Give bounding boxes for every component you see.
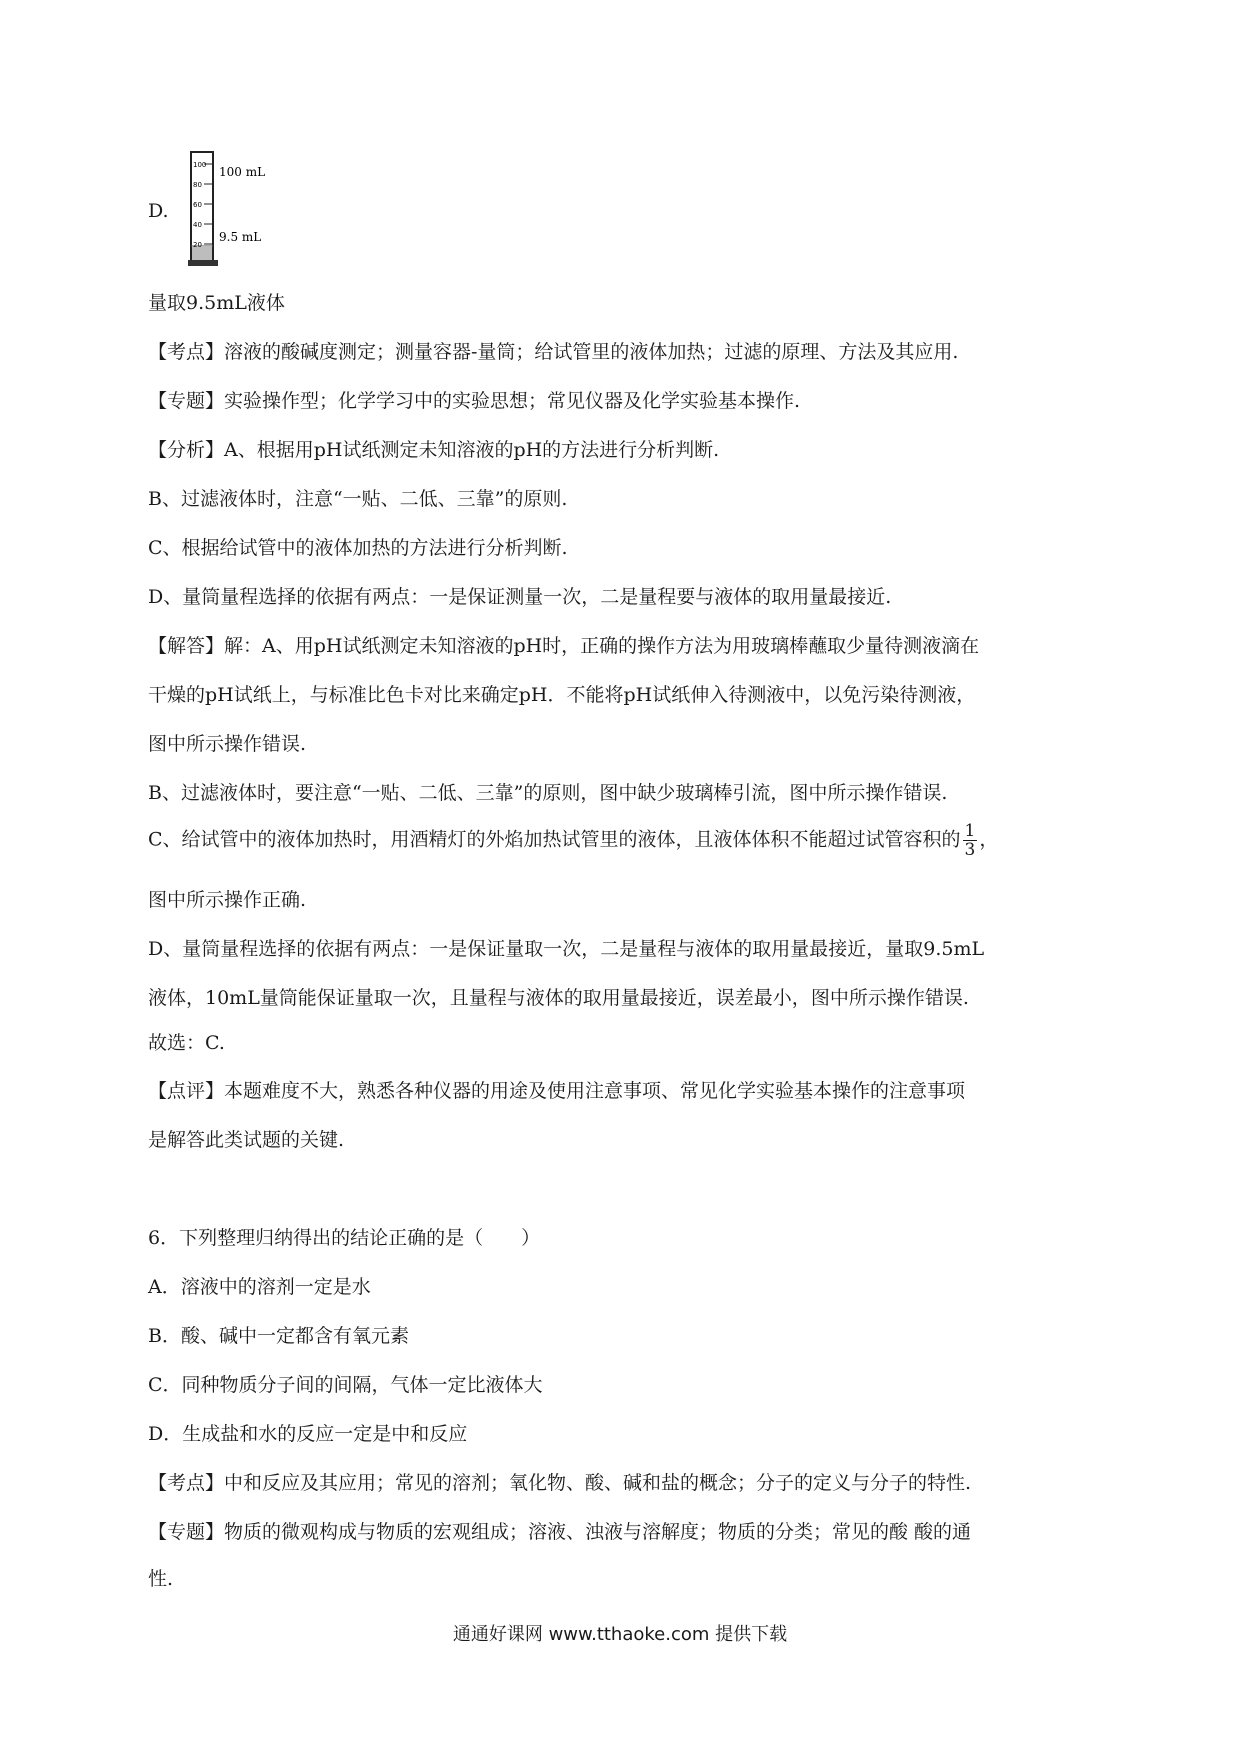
q6-kaodian: 【考点】中和反应及其应用；常见的溶剂；氧化物、酸、碱和盐的概念；分子的定义与分子的特性. [148,1472,972,1494]
q5-jieda-d-line1: D、量筒量程选择的依据有两点：一是保证量取一次，二是量程与液体的取用量最接近，量取9.5mL [148,938,985,960]
q5-jieda-d-line2: 液体，10mL量筒能保证量取一次，且量程与液体的取用量最接近，误差最小，图中所示操作错误. [148,987,969,1009]
q6-option-a: A．溶液中的溶剂一定是水 [148,1276,371,1298]
q5-dianping-line2: 是解答此类试题的关键. [148,1129,345,1151]
q5-fenxi-d: D、量筒量程选择的依据有两点：一是保证测量一次，二是量程要与液体的取用量最接近. [148,586,892,608]
q5-fenxi: 【分析】A、根据用pH试纸测定未知溶液的pH的方法进行分析判断. [148,439,720,461]
q5-jieda-c-line2: 图中所示操作正确. [148,889,307,911]
q5-jieda-c-line1 [148,822,998,859]
option-d-caption: 量取9.5mL液体 [148,292,285,314]
q6-option-d: D．生成盐和水的反应一定是中和反应 [148,1423,468,1445]
scale-mark-100: 100 [193,161,207,169]
page-footer: 通通好课网 www.tthaoke.com 提供下载 [452,1624,788,1645]
option-d-label: D. [148,200,169,222]
q5-jieda-c-text: C、给试管中的液体加热时，用酒精灯的外焰加热试管里的液体，且液体体积不能超过试管容积的 [148,828,961,851]
q6-zhuanti-line1: 【专题】物质的微观构成与物质的宏观组成；溶液、浊液与溶解度；物质的分类；常见的酸 酸的通 [148,1521,972,1543]
q5-kaodian: 【考点】溶液的酸碱度测定；测量容器-量筒；给试管里的液体加热；过滤的原理、方法及其应用. [148,341,959,363]
cylinder-reading-label: 9.5 mL [219,230,262,244]
q6-zhuanti-line2: 性. [148,1568,174,1590]
scale-mark-20: 20 [193,241,202,249]
q5-fenxi-b: B、过滤液体时，注意“一贴、二低、三靠”的原则. [148,488,568,510]
q6-stem: 6．下列整理归纳得出的结论正确的是（ ） [148,1227,541,1249]
cylinder-capacity-label: 100 mL [219,165,266,179]
graduated-cylinder-figure [186,150,306,270]
q5-jieda-line2: 干燥的pH试纸上，与标准比色卡对比来确定pH．不能将pH试纸伸入待测液中，以免污染待测液， [148,684,976,706]
fraction-numerator: 1 [964,821,976,841]
q5-jieda-c-comma: ， [979,828,999,851]
q6-option-b: B．酸、碱中一定都含有氧元素 [148,1325,409,1347]
q5-fenxi-c: C、根据给试管中的液体加热的方法进行分析判断. [148,537,568,559]
q6-option-c: C．同种物质分子间的间隔，气体一定比液体大 [148,1374,543,1396]
scale-mark-80: 80 [193,181,202,189]
q5-zhuanti: 【专题】实验操作型；化学学习中的实验思想；常见仪器及化学实验基本操作. [148,390,801,412]
fraction-denominator: 3 [964,840,976,860]
q5-jieda-line1: 【解答】解：A、用pH试纸测定未知溶液的pH时，正确的操作方法为用玻璃棒蘸取少量待测液滴在 [148,635,980,657]
scale-mark-40: 40 [193,221,202,229]
q5-dianping-line1: 【点评】本题难度不大，熟悉各种仪器的用途及使用注意事项、常见化学实验基本操作的注意事项 [148,1080,966,1102]
fraction-one-third [963,822,978,859]
q5-jieda-b: B、过滤液体时，要注意“一贴、二低、三靠”的原则，图中缺少玻璃棒引流，图中所示操作错误. [148,782,948,804]
q5-answer: 故选：C. [148,1032,225,1054]
scale-mark-60: 60 [193,201,202,209]
q5-jieda-line3: 图中所示操作错误. [148,733,307,755]
